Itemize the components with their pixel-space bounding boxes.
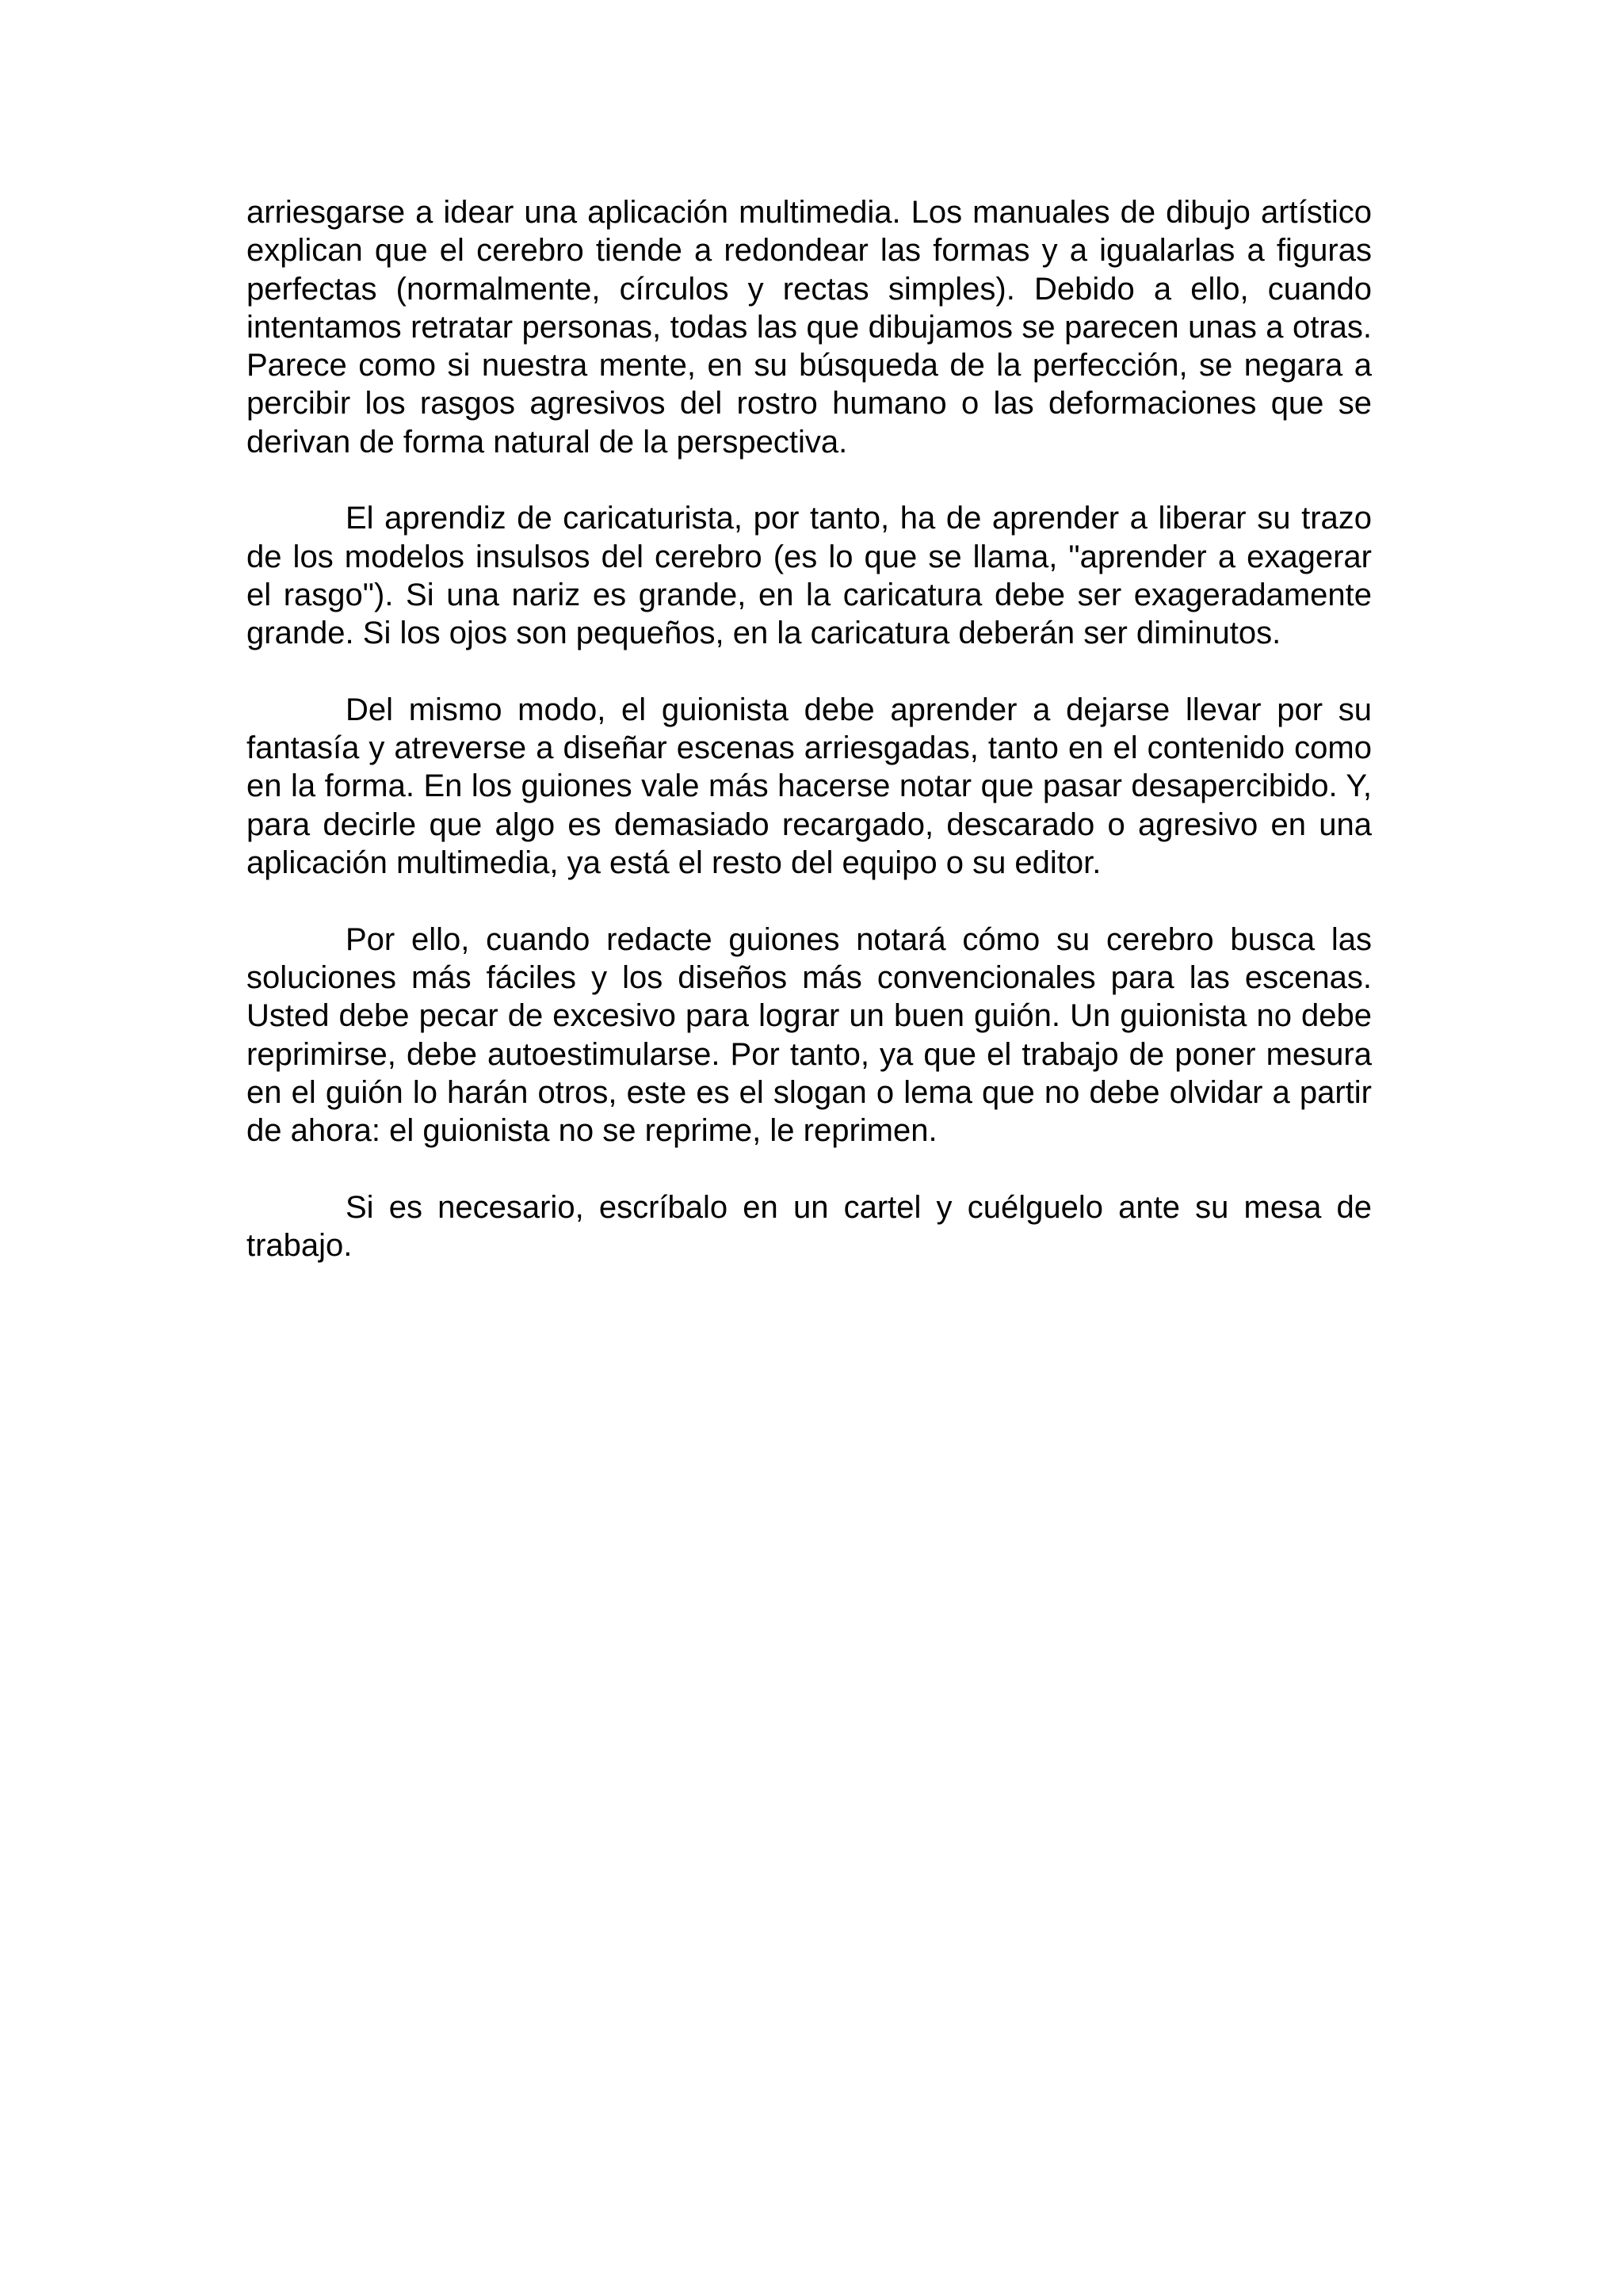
body-text (246, 193, 1372, 1264)
paragraph-5: Si es necesario, escríbalo en un cartel y cuélguelo ante su mesa de trabajo. (246, 1189, 1372, 1264)
paragraph-3: Del mismo modo, el guionista debe aprender a dejarse llevar por su fantasía y atreverse a diseñar escenas arriesgadas, tanto en el contenido como en la forma. En los guiones vale más hacerse notar que pasar desapercibido. Y, para decirle que algo es demasiado recargado, descarado o agresivo en una aplicación multimedia, ya está el resto del equipo o su editor. (246, 692, 1372, 881)
paragraph-4: Por ello, cuando redacte guiones notará cómo su cerebro busca las soluciones más fáciles y los diseños más convencionales para las escenas. Usted debe pecar de excesivo para lograr un buen guión. Un guionista no debe reprimirse, debe autoestimularse. Por tanto, ya que el trabajo de poner mesura en el guión lo harán otros, este es el slogan o lema que no debe olvidar a partir de ahora: el guionista no se reprime, le reprimen. (246, 921, 1372, 1149)
paragraph-2: El aprendiz de caricaturista, por tanto, ha de aprender a liberar su trazo de los modelos insulsos del cerebro (es lo que se llama, "aprender a exagerar el rasgo"). Si una nariz es grande, en la caricatura debe ser exageradamente grande. Si los ojos son pequeños, en la caricatura deberán ser diminutos. (246, 501, 1372, 651)
paragraph-1: arriesgarse a idear una aplicación multimedia. Los manuales de dibujo artístico explican que el cerebro tiende a redondear las formas y a igualarlas a figuras perfectas (normalmente, círculos y rectas simples). Debido a ello, cuando intentamos retratar personas, todas las que dibujamos se parecen unas a otras. Parece como si nuestra mente, en su búsqueda de la perfección, se negara a percibir los rasgos agresivos del rostro humano o las deformaciones que se derivan de forma natural de la perspectiva. (246, 195, 1372, 460)
